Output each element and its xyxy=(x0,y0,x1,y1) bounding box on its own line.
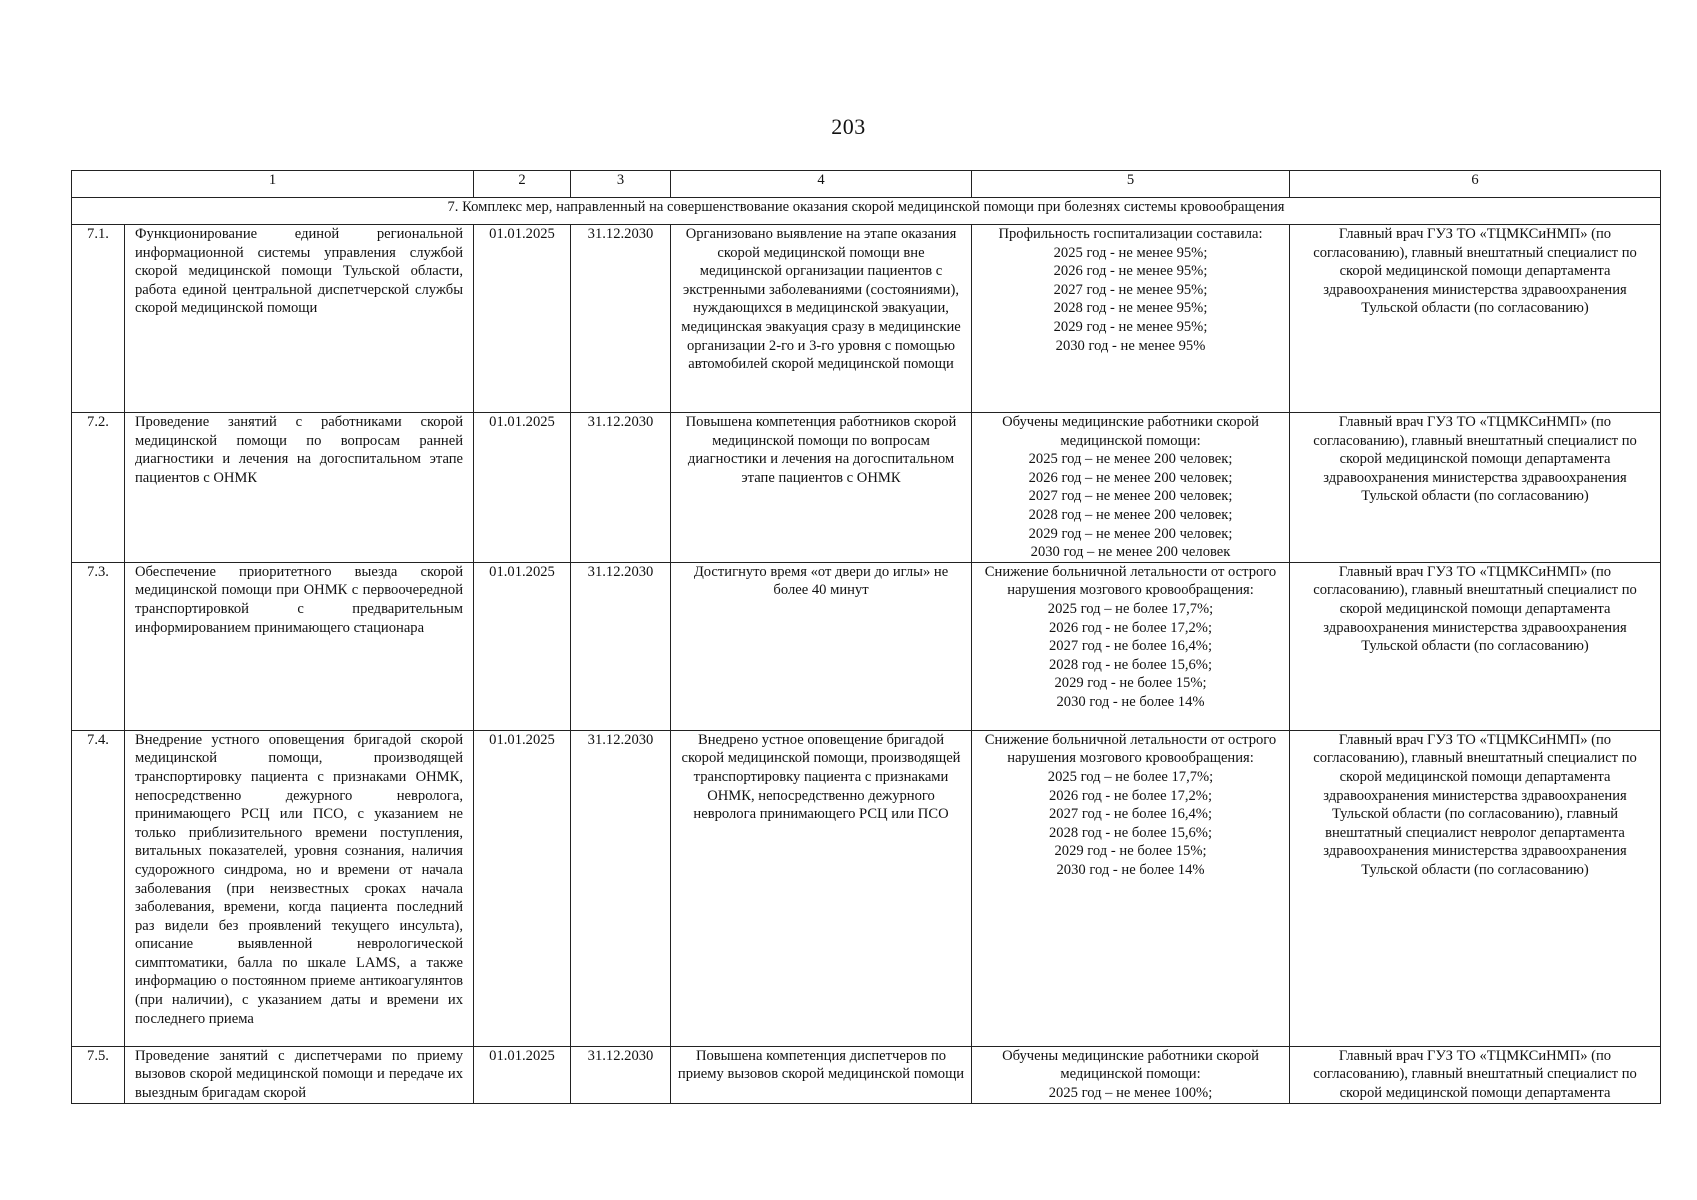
table-row xyxy=(72,1046,1661,1103)
column-header: 2 xyxy=(474,171,571,198)
indicator-line: 2029 год - не менее 95%; xyxy=(1053,318,1208,335)
indicator-line: Снижение больничной летальности от острого нарушения мозгового кровообращения: xyxy=(984,563,1277,599)
start-date: 01.01.2025 xyxy=(474,730,571,1046)
indicator-line: 2027 год – не менее 200 человек; xyxy=(1028,488,1233,505)
indicator-line: 2029 год - не более 15%; xyxy=(1054,843,1207,860)
indicator-cell xyxy=(972,730,1290,1046)
indicator-line: 2029 год – не менее 200 человек; xyxy=(1028,525,1233,542)
indicator-line: Обучены медицинские работники скорой медицинской помощи: xyxy=(1002,414,1259,449)
indicator-line: 2028 год - не более 15,6%; xyxy=(1049,656,1213,673)
responsible: Главный врач ГУЗ ТО «ТЦМКСиНМП» (по согласованию), главный внештатный специалист по скорой медицинской помощи департамента здравоохранения министерства здравоохранения Тульской области (по согласованию) xyxy=(1290,562,1661,730)
row-number: 7.5. xyxy=(72,1046,125,1103)
indicator-line: 2028 год - не более 15,6%; xyxy=(1049,824,1213,841)
column-header: 4 xyxy=(671,171,972,198)
indicator-line: 2026 год - не более 17,2%; xyxy=(1049,619,1213,636)
indicator-line: 2026 год - не более 17,2%; xyxy=(1049,787,1213,804)
responsible: Главный врач ГУЗ ТО «ТЦМКСиНМП» (по согласованию), главный внештатный специалист по скорой медицинской помощи департамента здравоохранения министерства здравоохранения Тульской области (по согласованию) xyxy=(1290,225,1661,413)
indicator-line: 2029 год - не более 15%; xyxy=(1054,675,1207,692)
indicator-line: 2025 год – не менее 200 человек; xyxy=(1028,451,1233,468)
start-date: 01.01.2025 xyxy=(474,413,571,563)
page-number: 203 xyxy=(831,114,866,139)
indicator-line: 2030 год – не менее 200 человек xyxy=(1030,544,1231,561)
responsible: Главный врач ГУЗ ТО «ТЦМКСиНМП» (по согласованию), главный внештатный специалист по скорой медицинской помощи департамента здравоохранения министерства здравоохранения Тульской области (по согласованию), главный внештатный специалист невролог департамента здравоохранения министерства здравоохранения Тульской области (по согласованию) xyxy=(1290,730,1661,1046)
measure-name: Проведение занятий с работниками скорой медицинской помощи по вопросам ранней диагностики и лечения на догоспитальном этапе пациентов с ОНМК xyxy=(125,413,474,563)
indicator-line: 2026 год – не менее 200 человек; xyxy=(1028,469,1233,486)
indicator-line: 2025 год – не более 17,7%; xyxy=(1047,768,1214,785)
indicator-line: 2028 год - не менее 95%; xyxy=(1053,300,1208,317)
indicator-line: 2030 год - не более 14% xyxy=(1056,693,1205,710)
expected-result: Внедрено устное оповещение бригадой скорой медицинской помощи, производящей транспортировку пациента с признаками ОНМК, непосредственно дежурного невролога принимающего РСЦ или ПСО xyxy=(671,730,972,1046)
measure-name: Проведение занятий с диспетчерами по приему вызовов скорой медицинской помощи и передаче их выездным бригадам скорой xyxy=(125,1046,474,1103)
indicator-cell xyxy=(972,225,1290,413)
expected-result: Повышена компетенция работников скорой медицинской помощи по вопросам диагностики и лечения на догоспитальном этапе пациентов с ОНМК xyxy=(671,413,972,563)
indicator-line: Обучены медицинские работники скорой медицинской помощи: xyxy=(1002,1047,1259,1083)
indicator-line: Профильность госпитализации составила: xyxy=(998,226,1263,242)
column-header-row xyxy=(72,171,1661,198)
measures-table xyxy=(71,170,1661,1104)
row-number: 7.1. xyxy=(72,225,125,413)
end-date: 31.12.2030 xyxy=(571,413,671,563)
table-row xyxy=(72,225,1661,413)
indicator-line: 2027 год - не более 16,4%; xyxy=(1049,806,1213,823)
row-number: 7.3. xyxy=(72,562,125,730)
indicator-cell xyxy=(972,413,1290,563)
responsible: Главный врач ГУЗ ТО «ТЦМКСиНМП» (по согласованию), главный внештатный специалист по скорой медицинской помощи департамента xyxy=(1290,1046,1661,1103)
indicator-line: 2028 год – не менее 200 человек; xyxy=(1028,506,1233,523)
expected-result: Повышена компетенция диспетчеров по приему вызовов скорой медицинской помощи xyxy=(671,1046,972,1103)
indicator-line: 2030 год - не менее 95% xyxy=(1055,337,1206,354)
indicator-line: 2026 год - не менее 95%; xyxy=(1053,263,1208,280)
end-date: 31.12.2030 xyxy=(571,730,671,1046)
expected-result: Достигнуто время «от двери до иглы» не более 40 минут xyxy=(671,562,972,730)
table-row xyxy=(72,730,1661,1046)
measure-name: Обеспечение приоритетного выезда скорой медицинской помощи при ОНМК с первоочередной транспортировкой с предварительным информированием принимающего стационара xyxy=(125,562,474,730)
end-date: 31.12.2030 xyxy=(571,225,671,413)
start-date: 01.01.2025 xyxy=(474,1046,571,1103)
section-title-row xyxy=(72,198,1661,225)
section-title: 7. Комплекс мер, направленный на совершенствование оказания скорой медицинской помощи при болезнях системы кровообращения xyxy=(72,198,1661,225)
indicator-line: 2025 год – не более 17,7%; xyxy=(1047,600,1214,617)
end-date: 31.12.2030 xyxy=(571,562,671,730)
indicator-cell xyxy=(972,1046,1290,1103)
responsible: Главный врач ГУЗ ТО «ТЦМКСиНМП» (по согласованию), главный внештатный специалист по скорой медицинской помощи департамента здравоохранения министерства здравоохранения Тульской области (по согласованию) xyxy=(1290,413,1661,563)
expected-result: Организовано выявление на этапе оказания скорой медицинской помощи вне медицинской организации пациентов с экстренными заболеваниями (состояниями), нуждающихся в медицинской эвакуации, медицинская эвакуация сразу в медицинские организации 2-го и 3-го уровня с помощью автомобилей скорой медицинской помощи xyxy=(671,225,972,413)
end-date: 31.12.2030 xyxy=(571,1046,671,1103)
row-number: 7.4. xyxy=(72,730,125,1046)
start-date: 01.01.2025 xyxy=(474,225,571,413)
column-header: 6 xyxy=(1290,171,1661,198)
indicator-line: 2030 год - не более 14% xyxy=(1056,861,1205,878)
column-header: 3 xyxy=(571,171,671,198)
start-date: 01.01.2025 xyxy=(474,562,571,730)
column-header: 1 xyxy=(72,171,474,198)
indicator-line: 2027 год - не менее 95%; xyxy=(1053,281,1208,298)
indicator-line: 2025 год – не менее 100%; xyxy=(1048,1084,1213,1101)
row-number: 7.2. xyxy=(72,413,125,563)
table-row xyxy=(72,413,1661,563)
table-row xyxy=(72,562,1661,730)
measure-name: Внедрение устного оповещения бригадой скорой медицинской помощи, производящей транспортировку пациента с признаками ОНМК, непосредственно дежурного невролога, принимающего РСЦ или ПСО, с указанием не только приблизительного времени поступления, витальных показателей, уровня сознания, наличия судорожного синдрома, но и времени от начала заболевания (при неизвестных сроках начала заболевания, времени, когда пациента последний раз видели без проявлений текущего инсульта), описание выявленной неврологической симптоматики, балла по шкале LAMS, а также информацию о постоянном приеме антикоагулянтов (при наличии), с указанием даты и времени их последнего приема xyxy=(125,730,474,1046)
column-header: 5 xyxy=(972,171,1290,198)
measure-name: Функционирование единой региональной информационной системы управления службой скорой медицинской помощи Тульской области, работа единой центральной диспетчерской службы скорой медицинской помощи xyxy=(125,225,474,413)
indicator-cell xyxy=(972,562,1290,730)
indicator-line: 2027 год - не более 16,4%; xyxy=(1049,638,1213,655)
indicator-line: 2025 год - не менее 95%; xyxy=(1053,244,1208,261)
indicator-line: Снижение больничной летальности от острого нарушения мозгового кровообращения: xyxy=(984,731,1277,767)
